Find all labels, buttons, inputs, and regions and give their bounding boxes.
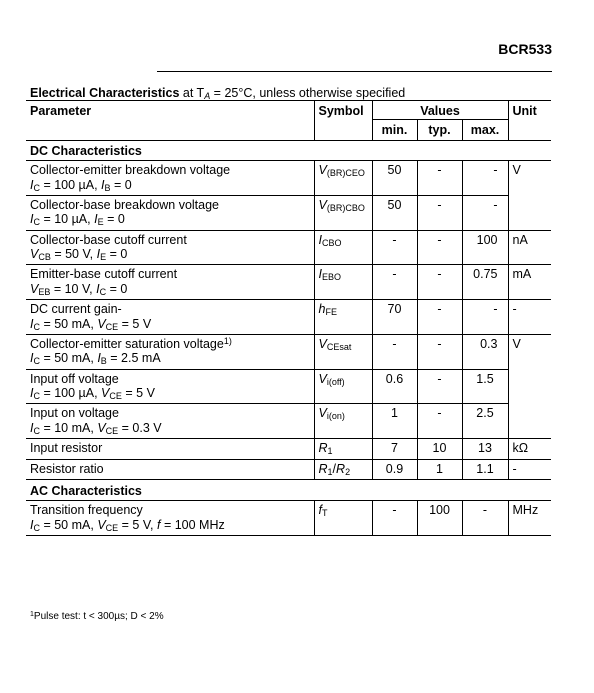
param-condition: $V_{CB} = 50$ V, $I_E = 0$: [26, 247, 314, 265]
section-ac-label: AC Characteristics: [26, 479, 551, 500]
header-min: min.: [372, 120, 417, 140]
param-name-cell: [26, 334, 314, 351]
table-row: [26, 230, 551, 247]
param-name: Collector-emitter breakdown voltage: [26, 161, 314, 178]
typ-cell: -: [417, 404, 462, 439]
table-row: [26, 439, 551, 459]
footnote-text: Pulse test: t < 300µs; D < 2%: [33, 611, 164, 622]
max-cell: 100: [462, 230, 508, 265]
header-typ: typ.: [417, 120, 462, 140]
min-cell: 1: [372, 404, 417, 439]
typ-cell: 1: [417, 459, 462, 479]
symbol-cell: $h_{FE}$: [314, 300, 372, 335]
min-cell: 70: [372, 300, 417, 335]
unit-cell: -: [508, 459, 551, 479]
caption-title: Electrical Characteristics: [30, 86, 180, 100]
param-condition: $I_C = 50$ mA, $V_{CE} = 5$ V: [26, 317, 314, 335]
table-row: [26, 459, 551, 479]
header-values: Values: [372, 101, 508, 120]
symbol-cell: $I_{EBO}$: [314, 265, 372, 300]
header-parameter: Parameter: [26, 101, 314, 141]
typ-cell: -: [417, 195, 462, 230]
symbol-cell: $R_1/R_2$: [314, 459, 372, 479]
symbol-cell: $R_1$: [314, 439, 372, 459]
footnote: [30, 611, 164, 622]
footnote-mark: 1: [30, 611, 34, 618]
min-cell: 50: [372, 195, 417, 230]
param-name: Transition frequency: [26, 501, 314, 518]
header-symbol: Symbol: [314, 101, 372, 141]
unit-cell: -: [508, 300, 551, 335]
unit-cell: V: [508, 334, 551, 438]
typ-cell: -: [417, 161, 462, 196]
symbol-cell: $V_{i(on)}$: [314, 404, 372, 439]
param-name: Resistor ratio: [26, 459, 314, 479]
header-max: max.: [462, 120, 508, 140]
section-dc-label: DC Characteristics: [26, 140, 551, 160]
max-cell: -: [462, 300, 508, 335]
param-condition: $I_C = 100$ µA, $V_{CE} = 5$ V: [26, 386, 314, 404]
min-cell: -: [372, 334, 417, 369]
footnote-ref: 1): [223, 335, 232, 346]
max-cell: 1.5: [462, 369, 508, 404]
min-cell: 7: [372, 439, 417, 459]
param-condition: $I_C = 10$ mA, $V_{CE} = 0.3$ V: [26, 421, 314, 439]
table-row: [26, 404, 551, 421]
table-row: [26, 195, 551, 212]
param-name: Collector-base breakdown voltage: [26, 195, 314, 212]
symbol-cell: $V_{CEsat}$: [314, 334, 372, 369]
max-cell: -: [462, 501, 508, 536]
min-cell: -: [372, 265, 417, 300]
symbol-cell: $V_{(BR)CEO}$: [314, 161, 372, 196]
param-name: Emitter-base cutoff current: [26, 265, 314, 282]
typ-cell: -: [417, 369, 462, 404]
typ-cell: 100: [417, 501, 462, 536]
header-unit: Unit: [508, 101, 551, 141]
table-caption: [30, 86, 405, 100]
unit-cell: V: [508, 161, 551, 231]
param-condition: $I_C = 100$ µA, $I_B = 0$: [26, 178, 314, 196]
param-condition: $V_{EB} = 10$ V, $I_C = 0$: [26, 282, 314, 300]
param-name: Input off voltage: [26, 369, 314, 386]
max-cell: 2.5: [462, 404, 508, 439]
param-name: Input on voltage: [26, 404, 314, 421]
param-condition: $I_C = 50$ mA, $V_{CE} = 5$ V, f = 100 MHz: [26, 518, 314, 536]
typ-cell: -: [417, 300, 462, 335]
header-row: [26, 101, 551, 120]
unit-cell: MHz: [508, 501, 551, 536]
max-cell: 0.3: [462, 334, 508, 369]
unit-cell: mA: [508, 265, 551, 300]
param-name: Input resistor: [26, 439, 314, 459]
typ-cell: -: [417, 230, 462, 265]
part-number: BCR533: [498, 41, 552, 57]
max-cell: 0.75: [462, 265, 508, 300]
param-condition: $I_C = 10$ µA, $I_E = 0$: [26, 212, 314, 230]
table-row: [26, 265, 551, 282]
section-row-dc: [26, 140, 551, 160]
symbol-cell: $V_{(BR)CBO}$: [314, 195, 372, 230]
unit-cell: kΩ: [508, 439, 551, 459]
max-cell: -: [462, 195, 508, 230]
param-name: Collector-emitter saturation voltage: [30, 336, 224, 351]
symbol-cell: $V_{i(off)}$: [314, 369, 372, 404]
header-rule: [157, 71, 552, 72]
typ-cell: -: [417, 334, 462, 369]
min-cell: 0.9: [372, 459, 417, 479]
unit-cell: nA: [508, 230, 551, 265]
min-cell: 0.6: [372, 369, 417, 404]
caption-condition: at T: [182, 86, 205, 100]
table-row: [26, 501, 551, 518]
section-row-ac: [26, 479, 551, 500]
max-cell: 13: [462, 439, 508, 459]
table-row: [26, 334, 551, 351]
table-row: [26, 300, 551, 317]
min-cell: -: [372, 501, 417, 536]
table-row: [26, 369, 551, 386]
electrical-characteristics-table: [26, 100, 551, 536]
param-condition: $I_C = 50$ mA, $I_B = 2.5$ mA: [26, 351, 314, 369]
param-name: DC current gain-: [26, 300, 314, 317]
symbol-cell: $I_{CBO}$: [314, 230, 372, 265]
min-cell: -: [372, 230, 417, 265]
max-cell: 1.1: [462, 459, 508, 479]
param-name: Collector-base cutoff current: [26, 230, 314, 247]
caption-condition-sub: A: [204, 91, 211, 101]
table-row: [26, 161, 551, 178]
max-cell: -: [462, 161, 508, 196]
caption-condition-rest: = 25°C, unless otherwise specified: [210, 86, 406, 100]
typ-cell: 10: [417, 439, 462, 459]
min-cell: 50: [372, 161, 417, 196]
typ-cell: -: [417, 265, 462, 300]
symbol-cell: $f_T$: [314, 501, 372, 536]
